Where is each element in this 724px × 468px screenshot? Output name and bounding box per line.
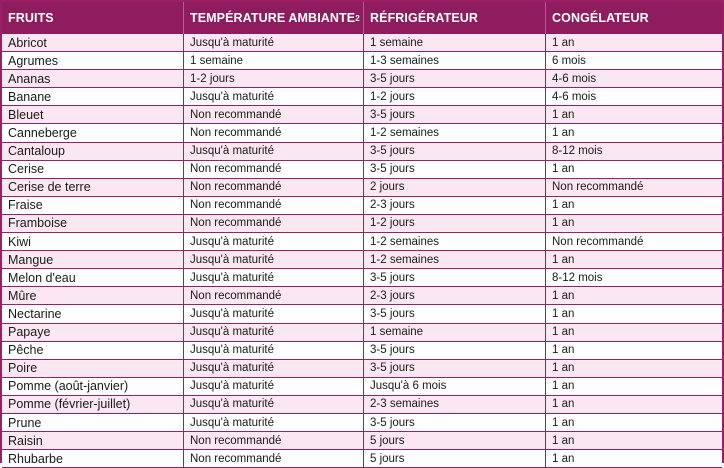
room-temp-cell: Jusqu'à maturité <box>184 233 364 251</box>
fridge-cell: 3-5 jours <box>364 305 546 323</box>
fruit-cell: Raisin <box>2 432 184 450</box>
fridge-cell: 1-3 semaines <box>364 52 546 70</box>
freezer-cell: 8-12 mois <box>546 269 722 287</box>
fridge-cell: 5 jours <box>364 432 546 450</box>
room-temp-cell: Jusqu'à maturité <box>184 251 364 269</box>
freezer-cell: 1 an <box>546 251 722 269</box>
fruit-cell: Cerise de terre <box>2 179 184 197</box>
fridge-cell: 2-3 semaines <box>364 396 546 414</box>
fruit-cell: Abricot <box>2 34 184 52</box>
fruit-cell: Canneberge <box>2 124 184 142</box>
room-temp-cell: Jusqu'à maturité <box>184 269 364 287</box>
table-row <box>2 106 722 124</box>
room-temp-cell: Non recommandé <box>184 124 364 142</box>
fridge-cell: 5 jours <box>364 450 546 468</box>
fruit-cell: Melon d'eau <box>2 269 184 287</box>
footnote-marker: 2 <box>355 13 360 23</box>
room-temp-cell: 1-2 jours <box>184 70 364 88</box>
freezer-cell: 1 an <box>546 161 722 179</box>
fridge-cell: 1-2 semaines <box>364 233 546 251</box>
table-row <box>2 342 722 360</box>
fruit-cell: Ananas <box>2 70 184 88</box>
fruit-cell: Pomme (février-juillet) <box>2 396 184 414</box>
room-temp-cell: Jusqu'à maturité <box>184 360 364 378</box>
room-temp-cell: Non recommandé <box>184 215 364 233</box>
fridge-cell: 3-5 jours <box>364 414 546 432</box>
room-temp-cell: Non recommandé <box>184 432 364 450</box>
fruit-cell: Bleuet <box>2 106 184 124</box>
freezer-cell: 1 an <box>546 432 722 450</box>
fruit-cell: Fraise <box>2 197 184 215</box>
table-row <box>2 378 722 396</box>
table-row <box>2 197 722 215</box>
table-row <box>2 233 722 251</box>
freezer-cell: 1 an <box>546 124 722 142</box>
room-temp-cell: Jusqu'à maturité <box>184 342 364 360</box>
freezer-cell: 6 mois <box>546 52 722 70</box>
room-temp-cell: Non recommandé <box>184 179 364 197</box>
fruit-cell: Cerise <box>2 161 184 179</box>
fridge-cell: 2-3 jours <box>364 197 546 215</box>
freezer-cell: Non recommandé <box>546 233 722 251</box>
room-temp-cell: 1 semaine <box>184 52 364 70</box>
fridge-cell: 2-3 jours <box>364 287 546 305</box>
table-row <box>2 396 722 414</box>
fridge-cell: 2 jours <box>364 179 546 197</box>
table-row <box>2 161 722 179</box>
table-row <box>2 305 722 323</box>
fridge-cell: 3-5 jours <box>364 106 546 124</box>
freezer-cell: 1 an <box>546 360 722 378</box>
table-row <box>2 52 722 70</box>
room-temp-cell: Non recommandé <box>184 287 364 305</box>
freezer-cell: 1 an <box>546 34 722 52</box>
room-temp-cell: Non recommandé <box>184 106 364 124</box>
freezer-cell: 1 an <box>546 215 722 233</box>
table-header <box>2 2 722 34</box>
fruit-cell: Framboise <box>2 215 184 233</box>
room-temp-cell: Jusqu'à maturité <box>184 378 364 396</box>
room-temp-cell: Non recommandé <box>184 197 364 215</box>
fridge-cell: 1-2 semaines <box>364 124 546 142</box>
table-row <box>2 414 722 432</box>
table-row <box>2 269 722 287</box>
room-temp-cell: Non recommandé <box>184 161 364 179</box>
table-row <box>2 34 722 52</box>
freezer-cell: 1 an <box>546 342 722 360</box>
fruit-cell: Pêche <box>2 342 184 360</box>
room-temp-cell: Jusqu'à maturité <box>184 396 364 414</box>
freezer-cell: Non recommandé <box>546 179 722 197</box>
room-temp-cell: Jusqu'à maturité <box>184 414 364 432</box>
table-row <box>2 324 722 342</box>
fruit-cell: Mûre <box>2 287 184 305</box>
fruit-cell: Mangue <box>2 251 184 269</box>
fridge-cell: 3-5 jours <box>364 269 546 287</box>
fruit-cell: Papaye <box>2 324 184 342</box>
room-temp-cell: Jusqu'à maturité <box>184 305 364 323</box>
room-temp-cell: Jusqu'à maturité <box>184 88 364 106</box>
freezer-cell: 1 an <box>546 324 722 342</box>
table-row <box>2 450 722 468</box>
fridge-cell: 1-2 jours <box>364 88 546 106</box>
fruit-cell: Nectarine <box>2 305 184 323</box>
table-row <box>2 70 722 88</box>
freezer-cell: 1 an <box>546 378 722 396</box>
fridge-cell: 1 semaine <box>364 324 546 342</box>
fruit-cell: Rhubarbe <box>2 450 184 468</box>
header-freezer: CONGÉLATEUR <box>552 11 649 25</box>
header-room-temperature: TEMPÉRATURE AMBIANTE 2 <box>184 2 364 34</box>
fruit-cell: Prune <box>2 414 184 432</box>
fridge-cell: 1-2 semaines <box>364 251 546 269</box>
fridge-cell: Jusqu'à 6 mois <box>364 378 546 396</box>
room-temp-cell: Jusqu'à maturité <box>184 34 364 52</box>
table-row <box>2 215 722 233</box>
freezer-cell: 1 an <box>546 197 722 215</box>
header-refrigerator: RÉFRIGÉRATEUR <box>364 2 546 34</box>
fridge-cell: 3-5 jours <box>364 342 546 360</box>
fruit-cell: Banane <box>2 88 184 106</box>
freezer-cell: 1 an <box>546 396 722 414</box>
table-row <box>2 360 722 378</box>
freezer-cell: 8-12 mois <box>546 143 722 161</box>
fridge-cell: 3-5 jours <box>364 161 546 179</box>
table-row <box>2 179 722 197</box>
table-body <box>2 34 722 468</box>
fridge-cell: 3-5 jours <box>364 70 546 88</box>
freezer-cell: 1 an <box>546 414 722 432</box>
fruit-cell: Kiwi <box>2 233 184 251</box>
table-row <box>2 88 722 106</box>
freezer-cell: 1 an <box>546 287 722 305</box>
table-row <box>2 251 722 269</box>
fruit-cell: Poire <box>2 360 184 378</box>
freezer-cell: 4-6 mois <box>546 70 722 88</box>
room-temp-cell: Jusqu'à maturité <box>184 324 364 342</box>
table-row <box>2 124 722 142</box>
freezer-cell: 1 an <box>546 305 722 323</box>
freezer-cell: 1 an <box>546 106 722 124</box>
fridge-cell: 3-5 jours <box>364 143 546 161</box>
fridge-cell: 1 semaine <box>364 34 546 52</box>
freezer-cell: 1 an <box>546 450 722 468</box>
freezer-cell: 4-6 mois <box>546 88 722 106</box>
fridge-cell: 3-5 jours <box>364 360 546 378</box>
fridge-cell: 1-2 jours <box>364 215 546 233</box>
table-row <box>2 143 722 161</box>
room-temp-cell: Non recommandé <box>184 450 364 468</box>
table-row <box>2 432 722 450</box>
header-fruits: FRUITS <box>2 2 184 34</box>
fruit-cell: Pomme (août-janvier) <box>2 378 184 396</box>
room-temp-cell: Jusqu'à maturité <box>184 143 364 161</box>
fruit-cell: Cantaloup <box>2 143 184 161</box>
fruit-cell: Agrumes <box>2 52 184 70</box>
table-row <box>2 287 722 305</box>
